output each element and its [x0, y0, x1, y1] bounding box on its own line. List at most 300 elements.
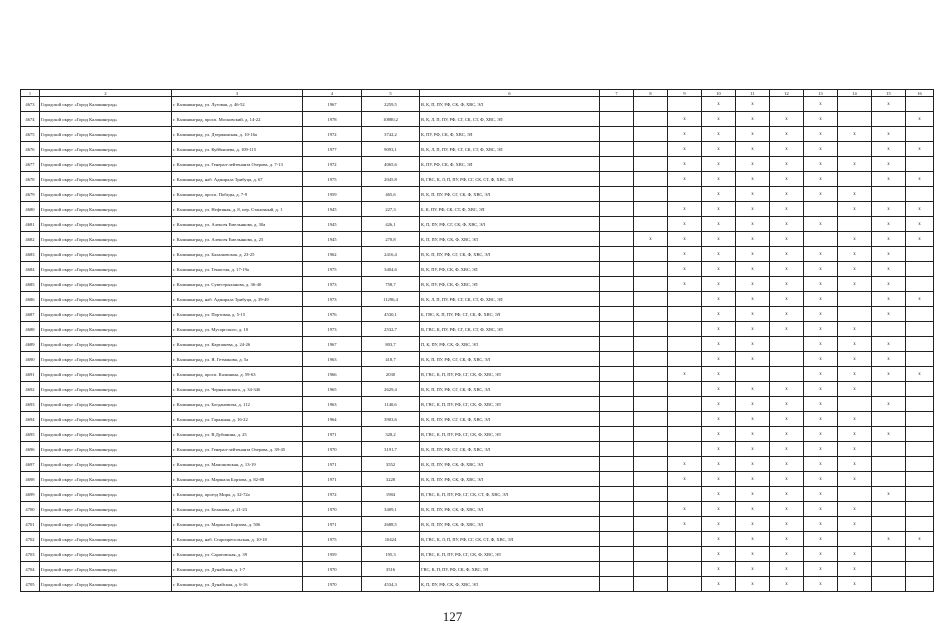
total-area: 465,6 [362, 187, 420, 202]
mark-cell: x [770, 307, 804, 322]
mark-cell: x [838, 577, 872, 592]
mark-cell: x [668, 502, 702, 517]
address: г. Калининград, ул. Беланова, д. 21-23 [172, 502, 303, 517]
mark-cell: x [702, 487, 736, 502]
address: г. Калининград, ул. Карташева, д. 24-26 [172, 337, 303, 352]
mark-cell [838, 97, 872, 112]
mark-cell: x [668, 262, 702, 277]
row-number: 4694 [21, 412, 40, 427]
total-area: 426,1 [362, 217, 420, 232]
mark-cell: x [668, 472, 702, 487]
mark-cell [838, 172, 872, 187]
mark-cell: x [736, 292, 770, 307]
mark-cell [600, 157, 634, 172]
row-number: 4689 [21, 337, 40, 352]
build-year: 1978 [303, 112, 362, 127]
mark-cell [634, 142, 668, 157]
table-row [21, 337, 934, 352]
mark-cell: x [736, 352, 770, 367]
mark-cell: x [906, 232, 934, 247]
mark-cell [600, 247, 634, 262]
work-types: К, П, ПУ, РФ, СК, Ф, ХВС, ЭЛ [420, 577, 600, 592]
mark-cell: x [702, 532, 736, 547]
row-number: 4673 [21, 97, 40, 112]
mark-cell: x [702, 397, 736, 412]
address: г. Калининград, ул. Балашовская, д. 23-25 [172, 247, 303, 262]
mark-cell [906, 442, 934, 457]
mark-cell: x [838, 427, 872, 442]
column-number: 3 [172, 90, 303, 97]
mark-cell: x [804, 262, 838, 277]
work-types: В, К, Л, П, ПУ, РФ, СГ, СК, СТ, Ф, ХВС, ЭЛ [420, 292, 600, 307]
mark-cell [600, 412, 634, 427]
municipality: Городской округ «Город Калининград» [40, 367, 172, 382]
municipality: Городской округ «Город Калининград» [40, 172, 172, 187]
mark-cell: x [702, 277, 736, 292]
mark-cell [634, 97, 668, 112]
mark-cell: x [872, 532, 906, 547]
mark-cell [634, 187, 668, 202]
mark-cell: x [702, 187, 736, 202]
address: г. Калининград, ул. Гаражная, д. 16-22 [172, 412, 303, 427]
mark-cell: x [702, 112, 736, 127]
build-year: 1973 [303, 292, 362, 307]
address: г. Калининград, просп. Московский, д. 14-22 [172, 112, 303, 127]
municipality: Городской округ «Город Калининград» [40, 337, 172, 352]
mark-cell: x [770, 172, 804, 187]
municipality: Городской округ «Город Калининград» [40, 232, 172, 247]
work-types: В, К, П, ПУ, РФ, СК, Ф, ХВС, ЭЛ [420, 457, 600, 472]
address: г. Калининград, ул. Тенистая, д. 17-19а [172, 262, 303, 277]
address: г. Калининград, ул. Дунайская, д. 1-7 [172, 562, 303, 577]
mark-cell: x [804, 307, 838, 322]
mark-cell: x [736, 202, 770, 217]
mark-cell: x [702, 322, 736, 337]
mark-cell: x [804, 532, 838, 547]
mark-cell: x [702, 232, 736, 247]
total-area: 1984 [362, 487, 420, 502]
mark-cell: x [872, 172, 906, 187]
total-area: 2629,4 [362, 382, 420, 397]
mark-cell: x [736, 517, 770, 532]
mark-cell: x [838, 457, 872, 472]
mark-cell: x [906, 112, 934, 127]
mark-cell: x [702, 142, 736, 157]
address: г. Калининград, ул. Алексея Емельянова, д. 25 [172, 232, 303, 247]
mark-cell [906, 472, 934, 487]
mark-cell [600, 112, 634, 127]
total-area: 3742,2 [362, 127, 420, 142]
table-row [21, 502, 934, 517]
mark-cell [872, 547, 906, 562]
column-number: 13 [804, 90, 838, 97]
row-number: 4693 [21, 397, 40, 412]
mark-cell: x [736, 382, 770, 397]
mark-cell: x [702, 307, 736, 322]
mark-cell: x [736, 97, 770, 112]
row-number: 4684 [21, 262, 40, 277]
mark-cell: x [702, 517, 736, 532]
mark-cell: x [736, 187, 770, 202]
mark-cell: x [804, 562, 838, 577]
mark-cell [634, 397, 668, 412]
address: г. Калининград, наб. Старопрегольская, д. 10-18 [172, 532, 303, 547]
municipality: Городской округ «Город Калининград» [40, 532, 172, 547]
mark-cell [906, 127, 934, 142]
mark-cell: x [770, 412, 804, 427]
mark-cell: x [702, 247, 736, 262]
row-number: 4702 [21, 532, 40, 547]
work-types: К, П, ПУ, РФ, СК, Ф, ХВС, ЭЛ [420, 232, 600, 247]
work-types: В, К, Л, П, ПУ, РФ, СГ, СК, СТ, Ф, ХВС, ЭЛ [420, 112, 600, 127]
mark-cell [872, 412, 906, 427]
mark-cell: x [702, 157, 736, 172]
mark-cell: x [804, 367, 838, 382]
row-number: 4681 [21, 217, 40, 232]
mark-cell: x [804, 277, 838, 292]
total-area: 2532,7 [362, 322, 420, 337]
total-area: 4534,3 [362, 577, 420, 592]
build-year: 1970 [303, 577, 362, 592]
municipality: Городской округ «Город Калининград» [40, 502, 172, 517]
work-types: Б, К, ПУ, РФ, СК, СТ, Ф, ХВС, ЭЛ [420, 202, 600, 217]
build-year: 1963 [303, 397, 362, 412]
municipality: Городской округ «Город Калининград» [40, 472, 172, 487]
mark-cell: x [702, 472, 736, 487]
mark-cell: x [872, 367, 906, 382]
mark-cell [600, 427, 634, 442]
mark-cell [668, 337, 702, 352]
row-number: 4695 [21, 427, 40, 442]
mark-cell [838, 397, 872, 412]
mark-cell: x [804, 502, 838, 517]
column-number: 15 [872, 90, 906, 97]
mark-cell [906, 187, 934, 202]
mark-cell [872, 457, 906, 472]
work-types: В, К, П, ПУ, РФ, СГ, СК, Ф, ХВС, ЭЛ [420, 412, 600, 427]
table-row [21, 157, 934, 172]
mark-cell [600, 127, 634, 142]
column-number: 5 [362, 90, 420, 97]
build-year: 1970 [303, 562, 362, 577]
mark-cell [600, 187, 634, 202]
mark-cell: x [770, 232, 804, 247]
address: г. Калининград, ул. Дзержинская, д. 10-16а [172, 127, 303, 142]
mark-cell [634, 367, 668, 382]
total-area: 3552 [362, 457, 420, 472]
work-types: В, К, П, ПУ, РФ, СГ, СК, Ф, ХВС, ЭЛ [420, 352, 600, 367]
total-area: 11296,4 [362, 292, 420, 307]
mark-cell [838, 142, 872, 157]
work-types: В, ГВС, К, П, ПУ, РФ, СГ, СК, Ф, ХВС, ЭЛ [420, 397, 600, 412]
work-types: В, ГВС, К, П, ПУ, РФ, СГ, СК, Ф, ХВС, ЭЛ [420, 367, 600, 382]
mark-cell: x [872, 352, 906, 367]
mark-cell: x [872, 277, 906, 292]
table-row [21, 292, 934, 307]
mark-cell: x [702, 442, 736, 457]
municipality: Городской округ «Город Калининград» [40, 262, 172, 277]
mark-cell: x [804, 487, 838, 502]
column-number: 2 [40, 90, 172, 97]
mark-cell: x [668, 217, 702, 232]
mark-cell: x [702, 412, 736, 427]
total-area: 2259,5 [362, 97, 420, 112]
mark-cell: x [770, 442, 804, 457]
address: г. Калининград, наб. Адмирала Трибуца, д. 39-49 [172, 292, 303, 307]
municipality: Городской округ «Город Калининград» [40, 412, 172, 427]
mark-cell: x [804, 337, 838, 352]
mark-cell: x [770, 382, 804, 397]
mark-cell: x [702, 562, 736, 577]
mark-cell [872, 322, 906, 337]
mark-cell: x [838, 367, 872, 382]
address: г. Калининград, ул. Куйбышева, д. 109-115 [172, 142, 303, 157]
total-area: 758,7 [362, 277, 420, 292]
column-number: 6 [420, 90, 600, 97]
mark-cell [600, 532, 634, 547]
total-area: 3228 [362, 472, 420, 487]
mark-cell: x [770, 397, 804, 412]
mark-cell: x [668, 142, 702, 157]
mark-cell [906, 337, 934, 352]
mark-cell: x [804, 217, 838, 232]
mark-cell [906, 517, 934, 532]
municipality: Городской округ «Город Калининград» [40, 157, 172, 172]
mark-cell [906, 457, 934, 472]
build-year: 1945 [303, 202, 362, 217]
mark-cell [634, 532, 668, 547]
mark-cell: x [702, 577, 736, 592]
build-year: 1971 [303, 472, 362, 487]
mark-cell [634, 202, 668, 217]
mark-cell [634, 412, 668, 427]
mark-cell: x [736, 172, 770, 187]
mark-cell [600, 337, 634, 352]
build-year: 1964 [303, 412, 362, 427]
mark-cell [770, 367, 804, 382]
mark-cell [600, 292, 634, 307]
address: г. Калининград, просп. Калинина, д. 59-63 [172, 367, 303, 382]
mark-cell [634, 517, 668, 532]
table-row [21, 577, 934, 592]
table-row [21, 247, 934, 262]
mark-cell: x [838, 442, 872, 457]
mark-cell: x [736, 307, 770, 322]
mark-cell [804, 232, 838, 247]
build-year: 1971 [303, 427, 362, 442]
municipality: Городской округ «Город Калининград» [40, 277, 172, 292]
mark-cell: x [804, 112, 838, 127]
row-number: 4687 [21, 307, 40, 322]
mark-cell: x [804, 97, 838, 112]
total-area: 2045,8 [362, 172, 420, 187]
mark-cell [872, 442, 906, 457]
municipality: Городской округ «Город Калининград» [40, 547, 172, 562]
build-year: 1966 [303, 367, 362, 382]
mark-cell [600, 202, 634, 217]
mark-cell: x [702, 292, 736, 307]
mark-cell: x [770, 247, 804, 262]
build-year: 1975 [303, 532, 362, 547]
work-types: К, П, ПУ, РФ, СГ, СК, Ф, ХВС, ЭЛ [420, 217, 600, 232]
address: г. Калининград, ул. Я. Гетманова, д. 5а [172, 352, 303, 367]
build-year: 1945 [303, 217, 362, 232]
mark-cell: x [736, 457, 770, 472]
work-types: В, К, Л, П, ПУ, РФ, СГ, СК, СТ, Ф, ХВС, ЭЛ [420, 142, 600, 157]
mark-cell: x [668, 517, 702, 532]
mark-cell: x [736, 532, 770, 547]
mark-cell: x [804, 397, 838, 412]
mark-cell [906, 322, 934, 337]
mark-cell [600, 487, 634, 502]
mark-cell: x [770, 457, 804, 472]
municipality: Городской округ «Город Калининград» [40, 247, 172, 262]
mark-cell [906, 562, 934, 577]
total-area: 2688,5 [362, 517, 420, 532]
work-types: К, ПУ, РФ, СК, Ф, ХВС, ЭЛ [420, 127, 600, 142]
mark-cell: x [770, 322, 804, 337]
mark-cell: x [770, 472, 804, 487]
mark-cell [600, 547, 634, 562]
mark-cell [634, 277, 668, 292]
mark-cell [906, 277, 934, 292]
mark-cell: x [736, 412, 770, 427]
table-row [21, 442, 934, 457]
row-number: 4676 [21, 142, 40, 157]
row-number: 4692 [21, 382, 40, 397]
records-table [20, 89, 934, 592]
mark-cell: x [838, 547, 872, 562]
row-number: 4691 [21, 367, 40, 382]
mark-cell: x [872, 217, 906, 232]
mark-cell: x [770, 487, 804, 502]
work-types: В, К, П, ПУ, РФ, СГ, СК, Ф, ХВС, ЭЛ [420, 247, 600, 262]
mark-cell: x [736, 277, 770, 292]
column-number: 1 [21, 90, 40, 97]
mark-cell: x [702, 97, 736, 112]
address: г. Калининград, ул. В.Дубинина, д. 25 [172, 427, 303, 442]
mark-cell [634, 502, 668, 517]
mark-cell: x [838, 517, 872, 532]
mark-cell [600, 502, 634, 517]
build-year: 1972 [303, 127, 362, 142]
mark-cell [872, 382, 906, 397]
row-number: 4688 [21, 322, 40, 337]
total-area: 2416,4 [362, 247, 420, 262]
mark-cell: x [702, 352, 736, 367]
work-types: В, ГВС, К, ПУ, РФ, СГ, СК, СТ, Ф, ХВС, ЭЛ [420, 322, 600, 337]
municipality: Городской округ «Город Калининград» [40, 142, 172, 157]
mark-cell: x [838, 127, 872, 142]
mark-cell [634, 217, 668, 232]
mark-cell: x [804, 292, 838, 307]
total-area: 3191,7 [362, 442, 420, 457]
municipality: Городской округ «Город Калининград» [40, 427, 172, 442]
total-area: 4065,6 [362, 157, 420, 172]
total-area: 3516 [362, 562, 420, 577]
work-types: В, ГВС, К, Л, П, ПУ, РФ, СГ, СК, СТ, Ф, ХВС, ЭЛ [420, 532, 600, 547]
mark-cell: x [668, 157, 702, 172]
build-year: 1959 [303, 187, 362, 202]
mark-cell: x [770, 187, 804, 202]
municipality: Городской округ «Город Калининград» [40, 127, 172, 142]
mark-cell: x [804, 442, 838, 457]
mark-cell [600, 472, 634, 487]
mark-cell: x [838, 277, 872, 292]
row-number: 4683 [21, 247, 40, 262]
column-number: 9 [668, 90, 702, 97]
row-number: 4679 [21, 187, 40, 202]
mark-cell [838, 532, 872, 547]
table-row [21, 367, 934, 382]
mark-cell: x [736, 337, 770, 352]
mark-cell [634, 472, 668, 487]
build-year: 1945 [303, 232, 362, 247]
mark-cell: x [838, 352, 872, 367]
address: г. Калининград, ул. Нефтяная, д. 8, пер. Станочный, д. 1 [172, 202, 303, 217]
work-types: В, ГВС, К, П, ПУ, РФ, СГ, СК, Ф, ХВС, ЭЛ [420, 547, 600, 562]
mark-cell: x [702, 172, 736, 187]
mark-cell: x [804, 547, 838, 562]
mark-cell: x [770, 517, 804, 532]
address: г. Калининград, ул. Мамоновская, д. 13-19 [172, 457, 303, 472]
mark-cell: x [804, 382, 838, 397]
mark-cell: x [872, 427, 906, 442]
mark-cell: x [906, 367, 934, 382]
municipality: Городской округ «Город Калининград» [40, 577, 172, 592]
row-number: 4705 [21, 577, 40, 592]
mark-cell: x [838, 157, 872, 172]
row-number: 4698 [21, 472, 40, 487]
work-types: П, К, ПУ, РФ, СК, Ф, ХВС, ЭЛ [420, 337, 600, 352]
municipality: Городской округ «Город Калининград» [40, 97, 172, 112]
column-number: 16 [906, 90, 934, 97]
mark-cell [668, 382, 702, 397]
mark-cell: x [702, 127, 736, 142]
table-row [21, 127, 934, 142]
mark-cell: x [736, 577, 770, 592]
mark-cell: x [770, 217, 804, 232]
mark-cell [838, 487, 872, 502]
row-number: 4685 [21, 277, 40, 292]
mark-cell [838, 292, 872, 307]
mark-cell: x [804, 472, 838, 487]
mark-cell [634, 427, 668, 442]
work-types: В, К, П, ПУ, РФ, СК, Ф, ХВС, ЭЛ [420, 472, 600, 487]
mark-cell: x [736, 547, 770, 562]
mark-cell: x [668, 202, 702, 217]
address: г. Калининград, ул. Алексея Емельянова, д. 30а [172, 217, 303, 232]
mark-cell [906, 502, 934, 517]
mark-cell: x [804, 517, 838, 532]
mark-cell: x [770, 292, 804, 307]
column-number: 12 [770, 90, 804, 97]
mark-cell [634, 577, 668, 592]
mark-cell: x [906, 217, 934, 232]
mark-cell: x [736, 217, 770, 232]
mark-cell: x [736, 442, 770, 457]
work-types: В, К, П, ПУ, РФ, СК, Ф, ХВС, ЭЛ [420, 502, 600, 517]
mark-cell: x [770, 112, 804, 127]
row-number: 4678 [21, 172, 40, 187]
mark-cell [906, 487, 934, 502]
mark-cell: x [668, 127, 702, 142]
table-row [21, 352, 934, 367]
total-area: 418,7 [362, 352, 420, 367]
mark-cell: x [804, 142, 838, 157]
row-number: 4686 [21, 292, 40, 307]
column-number: 11 [736, 90, 770, 97]
